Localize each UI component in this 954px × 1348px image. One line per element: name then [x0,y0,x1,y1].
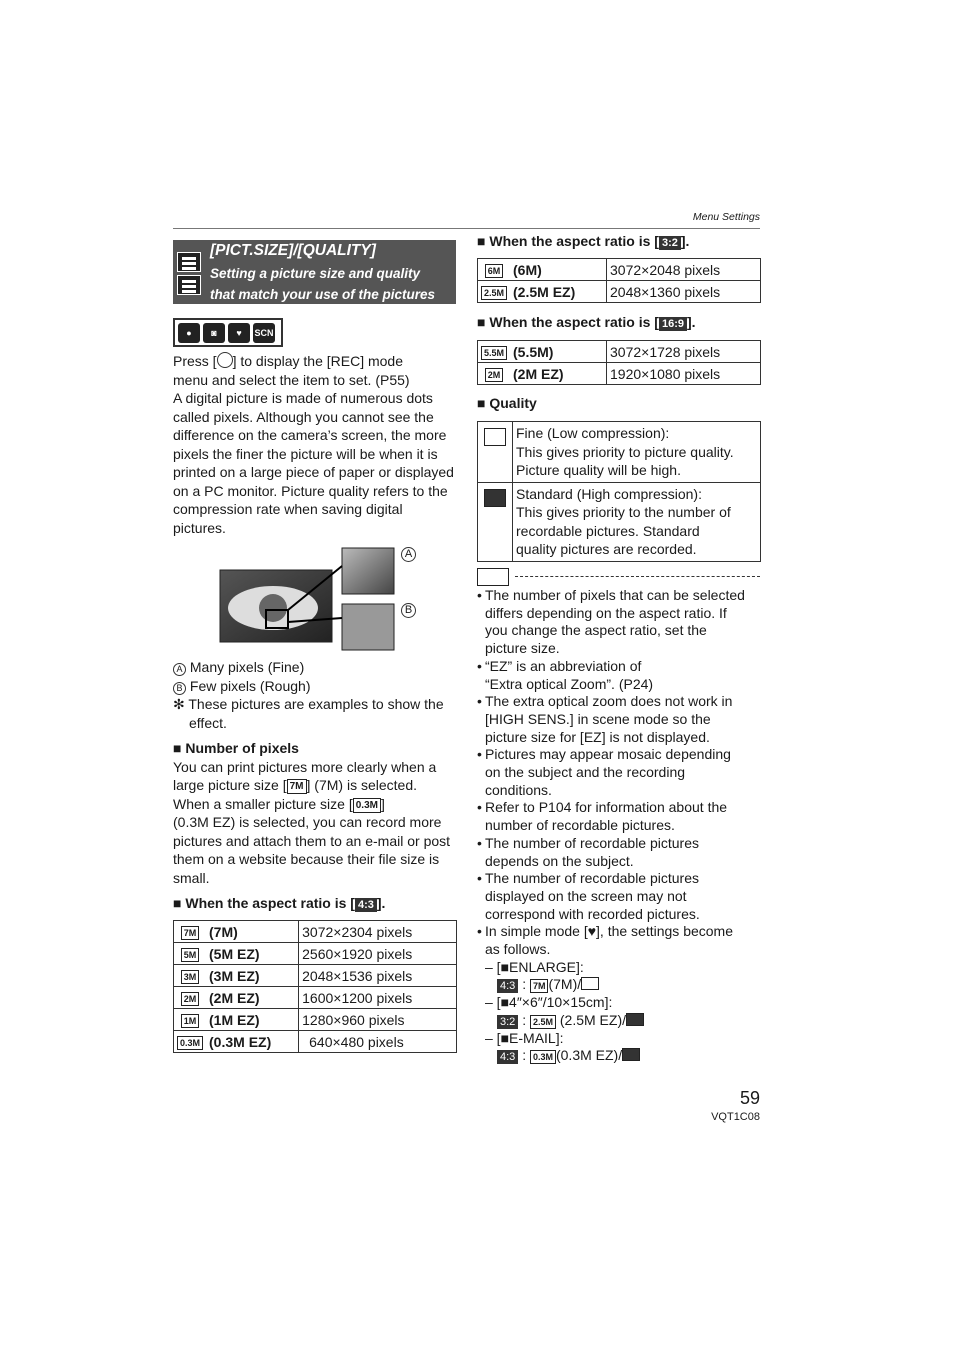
note-icon [477,568,509,586]
applicable-modes [173,318,283,347]
table-row: 1M (1M EZ) 1280×960 pixels [174,1009,457,1031]
table-row: 5.5M (5.5M) 3072×1728 pixels [478,341,761,363]
camera-icon: ● [178,323,200,343]
fine-quality-icon [581,977,599,990]
table-row: 5M (5M EZ) 2560×1920 pixels [174,943,457,965]
size-03m-icon: 0.3M [530,1050,556,1064]
legend: A Many pixels (Fine) B Few pixels (Rough) ✻ These pictures are examples to show the effect. [173,659,444,731]
intelligent-auto-icon: ◙ [203,323,225,343]
section-header: Menu Settings [692,211,760,223]
size-03m-icon: 0.3M [353,798,381,813]
menu-set-button-icon [217,352,233,368]
label-a: A [401,547,416,562]
email-icon: ■ [500,1029,510,1046]
ratio-169-icon: 16:9 [659,317,687,331]
table-row: 3M (3M EZ) 2048×1536 pixels [174,965,457,987]
quality-heading: ■ Quality [477,395,537,411]
picture-size-icon [177,252,201,272]
aspect-43-heading: ■ When the aspect ratio is [ 4:3 ]. [173,895,386,911]
header-rule [173,228,760,229]
size-25m-icon: 2.5M [530,1015,556,1029]
pixels-section: ■ Number of pixels You can print pictures more clearly when a large picture size [ 7M ] (7M) is selected. When a smaller picture size [ 0.3M ] (0.3M EZ) is selected, you can record more pictures and attach them to an e-mail or post them on a website because their file size is small. [173,740,451,886]
size-7m-icon: 7M [287,779,307,794]
aspect-169-heading: ■ When the aspect ratio is [ 16:9 ]. [477,314,696,330]
size-icon: 2.5M [481,286,507,300]
ratio-43-icon: 4:3 [497,979,518,993]
list-item: • Pictures may appear mosaic depending on the subject and the recording conditions. [477,746,731,798]
aspect-32-table [477,258,761,303]
ratio-32-icon: 3:2 [659,236,681,250]
ratio-43-icon: 4:3 [497,1050,518,1064]
food-shape [259,594,287,622]
size-icon: 0.3M [177,1036,203,1050]
table-row: 6M (6M) 3072×2048 pixels [478,259,761,281]
size-icon: 7M [181,926,200,940]
simple-mode-icon: ♥ [228,323,250,343]
size-icon: 2M [485,368,504,382]
table-row: 0.3M (0.3M EZ) 640×480 pixels [174,1031,457,1053]
enlarge-icon: ■ [500,958,510,975]
page-number: 59 [739,1088,760,1108]
heart-icon: ♥ [587,923,597,940]
menu-icons [173,240,206,304]
pixels-heading: Number of pixels [185,740,299,756]
title-box [173,240,456,304]
table-row: 2.5M (2.5M EZ) 2048×1360 pixels [478,281,761,303]
notes-list [477,587,762,1065]
size-icon: 5M [181,948,200,962]
list-item: • The number of recordable pictures displayed on the screen may not correspond with recorded pictures. [477,870,700,922]
ratio-43-icon: 4:3 [355,898,377,912]
list-item: • In simple mode [♥], the settings become as follows. [477,923,733,958]
size-icon: 2M [181,992,200,1006]
table-row: 2M (2M EZ) 1600×1200 pixels [174,987,457,1009]
aspect-169-table [477,340,761,385]
rough-zoom-image [342,604,394,650]
note-divider [515,576,760,577]
size-icon: 6M [485,264,504,278]
scene-mode-icon: SCN [253,323,275,343]
quality-table [477,421,761,562]
print-icon: ■ [500,994,510,1011]
quality-icon [177,275,201,295]
page-subtitle: Setting a picture size and quality that match your use of the pictures [210,266,436,302]
ratio-32-icon: 3:2 [497,1015,518,1029]
aspect-32-heading: ■ When the aspect ratio is [ 3:2 ]. [477,233,690,249]
document-code: VQT1C08 [711,1111,760,1123]
table-row: Standard (High compression): This gives priority to the number of recordable pictures. Standard quality pictures are recorded. [478,482,761,561]
list-item: • “EZ” is an abbreviation of “Extra optical Zoom”. (P24) [477,657,654,692]
page-title: [PICT.SIZE]/[QUALITY] [210,242,376,259]
standard-quality-icon [484,489,506,507]
standard-quality-icon [622,1048,640,1061]
standard-quality-icon [626,1013,644,1026]
list-item: • Refer to P104 for information about the number of recordable pictures. [477,799,728,834]
list-item: • The number of recordable pictures depends on the subject. [477,834,699,869]
size-7m-icon: 7M [530,979,549,993]
size-icon: 5.5M [481,346,507,360]
pixel-example-illustration [218,546,418,652]
aspect-43-table [173,920,457,1053]
label-b: B [401,603,416,618]
fine-quality-icon [484,428,506,446]
table-row: 2M (2M EZ) 1920×1080 pixels [478,363,761,385]
table-row: 7M (7M) 3072×2304 pixels [174,921,457,943]
size-icon: 1M [181,1014,200,1028]
size-icon: 3M [181,970,200,984]
list-item: • The number of pixels that can be selected differs depending on the aspect ratio. If you change the aspect ratio, set the picture size. [477,587,745,657]
intro-text: Press [ ] to display the [REC] mode menu and select the item to set. (P55) A digital picture is made of numerous dots called pixels. Although you cannot see the difference on the camera’s screen, the more pixels the finer the picture will be when it is printed on a large piece of paper or displayed on a PC monitor. Picture quality refers to the compression rate when saving digital pictures. [173,353,454,536]
simple-mode-settings: – [■ENLARGE]: 4:3 : 7M (7M)/ – [■4″×6″/10×15cm]: 3:2 : 2.5M (2.5M EZ)/ – [■E-MAIL]: 4:3 : 0.3M (0.3M EZ)/ [477,959,762,1065]
fine-zoom-image [342,548,394,594]
table-row: Fine (Low compression): This gives priority to picture quality. Picture quality will be high. [478,422,761,483]
list-item: • The extra optical zoom does not work in [HIGH SENS.] in scene mode so the picture size for [EZ] is not displayed. [477,693,733,745]
